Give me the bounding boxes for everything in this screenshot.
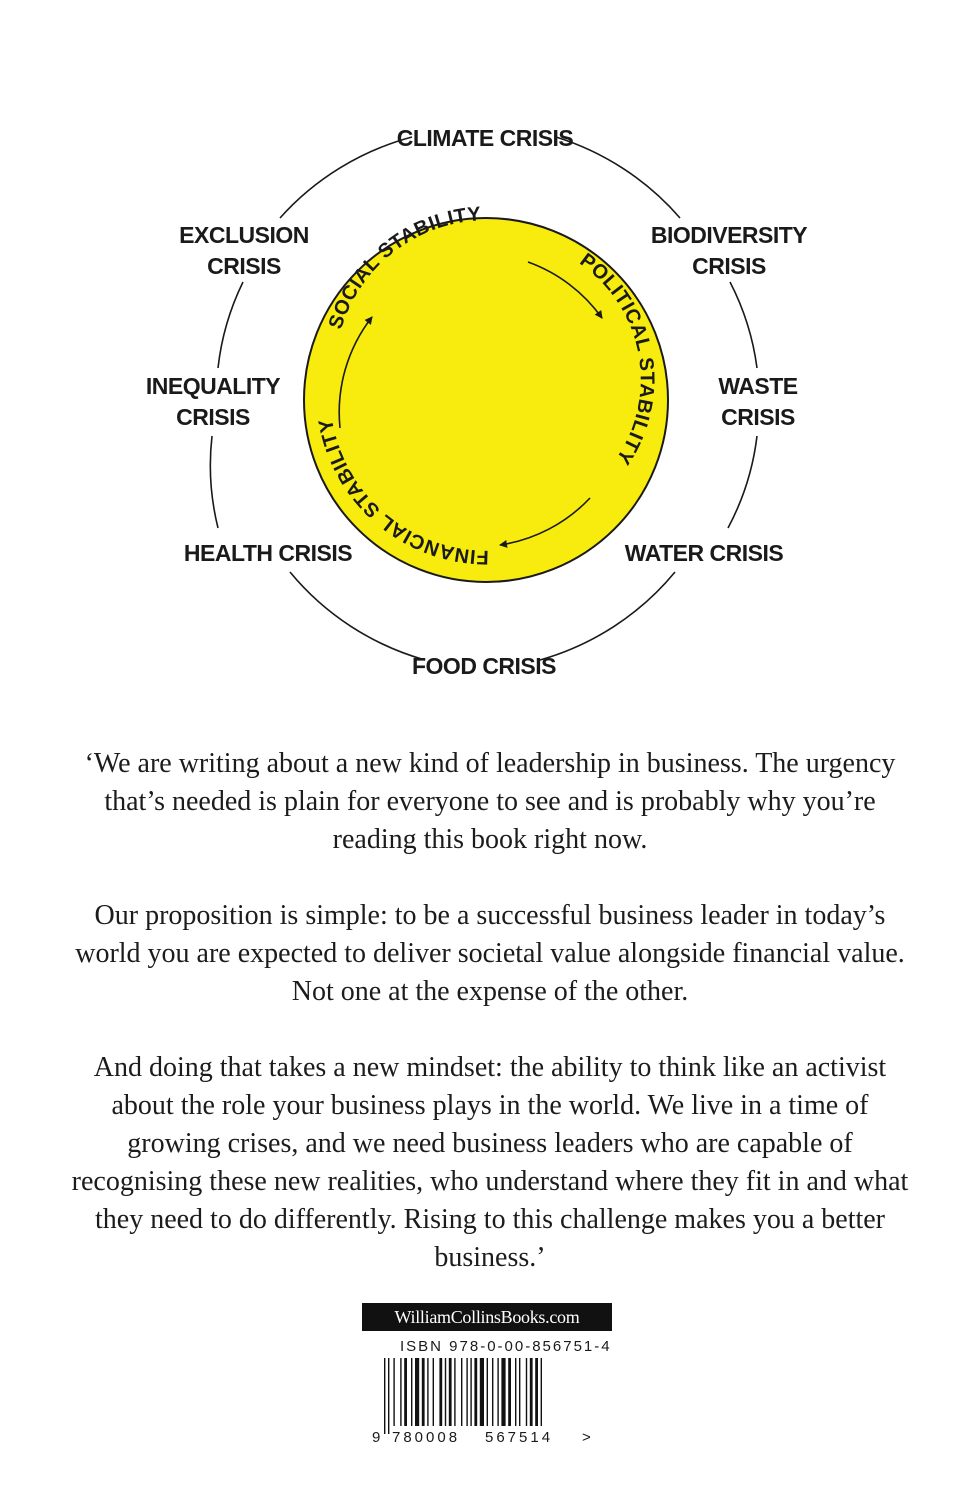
barcode-bar [415,1358,419,1426]
barcode-bar [433,1358,434,1426]
barcode-group-2: 567514 [485,1429,554,1446]
biodiversity-crisis-label-2: CRISIS [692,253,766,279]
barcode-bar [393,1358,394,1426]
political-stability-label: POLITICAL STABILITY [575,249,658,469]
barcode-bar [445,1358,446,1426]
barcode-bar [454,1358,455,1426]
barcode-bar [515,1358,516,1426]
barcode-bar [526,1358,527,1426]
barcode-bar [487,1358,488,1426]
barcode-group-1: 780008 [392,1429,461,1446]
crisis-diagram [0,0,973,720]
barcode-bar [508,1358,511,1426]
climate-crisis-label: CLIMATE CRISIS [396,125,574,151]
barcode-bar [411,1358,412,1426]
waste-crisis-label: WASTE [718,373,798,399]
barcode-bar [530,1358,533,1426]
barcode-bar [449,1358,452,1426]
barcode-bar [427,1358,428,1426]
isbn-label: ISBN 978-0-00-856751-4 [400,1338,612,1355]
barcode-bar [480,1358,484,1426]
barcode-bar [404,1358,407,1426]
barcode-bar [501,1358,505,1426]
biodiversity-crisis-label: BIODIVERSITY [650,222,808,248]
publisher-website: WilliamCollinsBooks.com [362,1303,612,1331]
barcode-bar [492,1358,493,1426]
barcode [370,1358,600,1448]
barcode-bar [474,1358,477,1426]
barcode-bars [384,1358,542,1434]
waste-crisis-label-2: CRISIS [721,404,795,430]
water-crisis-label: WATER CRISIS [624,540,784,566]
blurb-text [70,745,910,1315]
barcode-bar [422,1358,425,1426]
barcode-bar [535,1358,538,1426]
inequality-crisis-label-2: CRISIS [176,404,250,430]
barcode-bar [519,1358,520,1426]
health-crisis-label: HEALTH CRISIS [183,540,353,566]
blurb-paragraph-1: ‘We are writing about a new kind of leadership in business. The urgency that’s needed is plain for everyone to see and is probably why you’re reading this book right now. [84,748,896,855]
barcode-lead-digit: 9 [372,1429,381,1446]
financial-stability-label: FINANCIAL STABILITY [314,416,489,568]
barcode-bar [400,1358,401,1426]
barcode-bar [439,1358,442,1426]
exclusion-crisis-label: EXCLUSION [179,222,309,248]
barcode-bar [461,1358,462,1426]
barcode-bar [384,1358,385,1434]
social-stability-label: SOCIAL STABILITY [324,203,483,332]
barcode-tail: > [582,1429,591,1446]
barcode-bar [470,1358,471,1426]
blurb-paragraph-3: And doing that takes a new mindset: the ability to think like an activist about the role your business plays in the world. We live in a time of growing crises, and we need business leaders who are capable of recognising these new realities, who understand where they fit in and what they need to do differently. Rising to this challenge makes you a better business.’ [71,1052,909,1273]
barcode-bar [497,1358,498,1426]
barcode-bar [466,1358,467,1426]
exclusion-crisis-label-2: CRISIS [207,253,281,279]
barcode-bar [388,1358,389,1434]
food-crisis-label: FOOD CRISIS [411,653,557,679]
blurb-paragraph-2: Our proposition is simple: to be a successful business leader in today’s world you are expected to deliver societal value alongside financial value. Not one at the expense of the other. [75,900,905,1007]
barcode-bar [541,1358,542,1426]
inequality-crisis-label: INEQUALITY [145,373,281,399]
